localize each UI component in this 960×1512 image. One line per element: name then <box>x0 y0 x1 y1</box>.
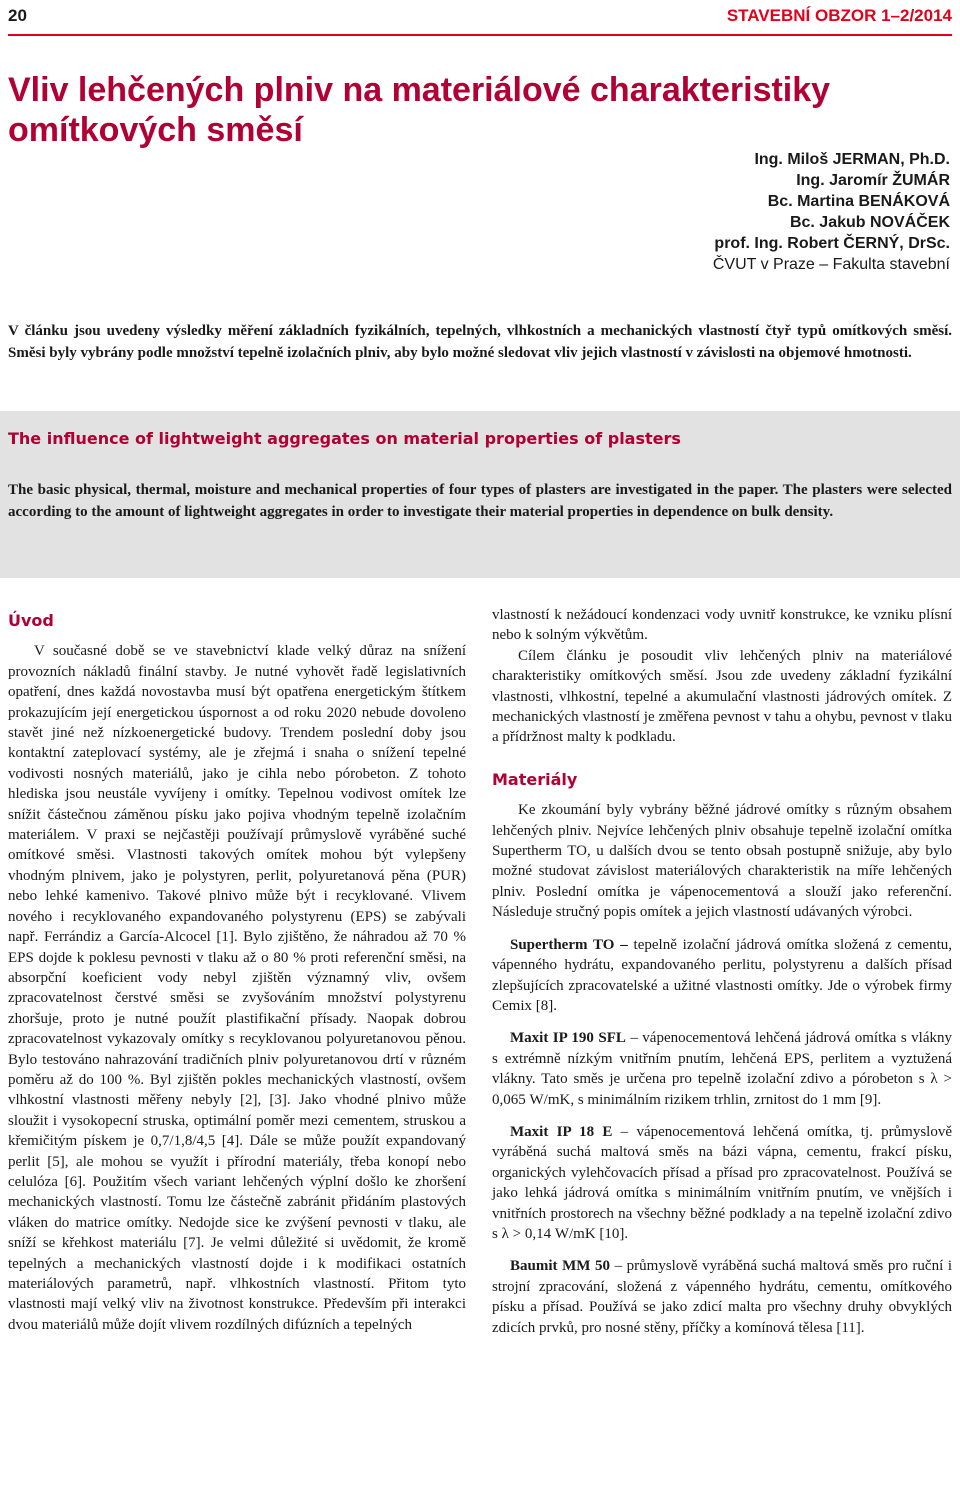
product-maxit-ip18 <box>492 1122 952 1244</box>
column-right <box>492 605 952 1338</box>
author-list <box>713 149 950 275</box>
english-abstract: The basic physical, thermal, moisture and mechanical properties of four types of plasters are investigated in the paper. The plasters were selected according to the amount of lightweight aggregates in order to investigate their material properties in dependence on bulk density. <box>8 482 952 520</box>
english-abstract-box <box>0 411 960 578</box>
section-heading-intro: Úvod <box>8 611 54 630</box>
product-name: Maxit IP 190 SFL <box>510 1030 626 1047</box>
materials-intro: Ke zkoumání byly vybrány běžné jádrové omítky s různým obsahem lehčených plniv. Nejvíce lehčených plniv obsahuje tepelně izolační omítka Supertherm TO, u dalších dvou se tento obsah postupně snižuje, aby bylo možné studovat závislost materiálových charakteristik na míře lehčených plniv. Poslední omítka je vápenocementová a slouží jako referenční. Následuje stručný popis omítek a jejich vlastností udávaných výrobci. <box>492 802 952 921</box>
author-name: prof. Ing. Robert ČERNÝ, DrSc. <box>714 235 950 252</box>
english-title: The influence of lightweight aggregates on material properties of plasters <box>8 429 681 448</box>
author-name: Bc. Martina BENÁKOVÁ <box>767 193 950 210</box>
author-name: Bc. Jakub NOVÁČEK <box>789 214 950 231</box>
abstract-czech: V článku jsou uvedeny výsledky měření základních fyzikálních, tepelných, vlhkostních a mechanických vlastností čtyř typů omítkových směsí. Směsi byly vybrány podle množství tepelně izolačních plniv, aby bylo možné sledovat vliv jejich vlastností v závislosti na objemové hmotnosti. <box>8 323 952 361</box>
product-name: Maxit IP 18 E <box>510 1123 613 1140</box>
product-name: Supertherm TO – <box>510 936 628 953</box>
page-header <box>8 6 952 36</box>
author-name: Ing. Miloš JERMAN, Ph.D. <box>754 151 950 168</box>
product-supertherm <box>492 935 952 1017</box>
author-name: Ing. Jaromír ŽUMÁR <box>796 172 950 189</box>
column-left <box>8 605 466 1335</box>
product-baumit-mm50 <box>492 1256 952 1338</box>
product-description: – průmyslově vyráběná suchá maltová směs pro ruční i strojní zpracování, složená z vápenného hydrátu, cementu, omítkového písku a přísad. Používá se jako zdicí malta pro všechny druhy obvyklých zdicích prvků, pro nosné stěny, příčky a komínová tělesa [11]. <box>492 1258 953 1336</box>
journal-name: STAVEBNÍ OBZOR 1–2/2014 <box>726 6 952 25</box>
intro-continuation: vlastností k nežádoucí kondenzaci vody uvnitř konstrukce, ke vzniku plísní nebo k solným výkvětům. <box>492 607 952 644</box>
product-description: tepelně izolační jádrová omítka složená z cementu, vápenného hydrátu, expandovaného perlitu, polystyrenu a dalších přísad zlepšujících zpracovatelské a užitné vlastnosti omítky. Jde o výrobek firmy Cemix [8]. <box>492 936 952 1014</box>
product-maxit-ip190 <box>492 1028 952 1110</box>
page-number: 20 <box>8 6 27 25</box>
product-name: Baumit MM 50 <box>510 1258 610 1275</box>
product-description: – vápenocementová lehčená omítka, tj. průmyslově vyráběná suchá maltová směs na bázi vápna, cementu, frakcí písku, organických vylehčovacích přísad a přísad pro zpracovatelnost. Používá se jako lehká jádrová omítka s minimálním vnitřním pnutím, ve vnějších i vnitřních prostorech na všechny běžné podklady a na tepelně izolační zdivo s λ > 0,14 W/mK [10]. <box>492 1123 953 1242</box>
aim-paragraph: Cílem článku je posoudit vliv lehčených plniv na materiálové charakteristiky omítkových směsí. Jsou zde uvedeny základní fyzikální vlastnosti, vlhkostní, tepelné a akumulační vlastnosti jádrových omítek. Z mechanických vlastností je změřena pevnost v tahu a ohybu, pevnost v tlaku a přídržnost malty k podkladu. <box>492 647 952 746</box>
product-description: – vápenocementová lehčená jádrová omítka s vlákny s extrémně nízkým vnitřním pnutím, lehčená EPS, perlitem a vyztužená vlákny. Tato směs je určena pro tepelně izolační zdivo a pórobeton s λ > 0,065 W/mK, s minimálním rizikem trhlin, zrnitost do 1 mm [9]. <box>492 1030 952 1108</box>
intro-paragraph: V současné době se ve stavebnictví klade velký důraz na snížení provozních nákladů finální stavby. Je nutné vyhovět řadě legislativních opatření, dnes každá novostavba musí být opatřena energetickým štítkem prokazujícím její energetickou úspornost a od roku 2020 nebude dovoleno stavět jiné než nízkoenergetické budovy. Trendem poslední doby jsou kontaktní zateplovací systémy, ale je zřejmá i snaha o snížení tepelné vodivosti nosných materiálů, jako je cihla nebo pórobeton. Z tohoto hlediska jsou neustále vyvíjeny i omítky. Tepelnou vodivost omítek lze snížit částečnou záměnou písku jako pojiva vhodným tepelně izolačním materiálem. V praxi se nejčastěji používají průmyslově vyráběné suché omítkové směsi. Vlastnosti takových omítek mohou být vylepšeny vhodným plnivem, jako je polystyren, perlit, polyuretanová pěna (PUR) nebo lehké kamenivo. Takové plnivo může být i recyklované. Vlivem nového i recyklovaného expandovaného polystyrenu (EPS) se zabývali např. Ferrándiz a García-Alcocel [1]. Bylo zjištěno, že náhradou až 70 % EPS dojde k poklesu pevnosti v tlaku až o 80 % proti referenční směsi, na absorpční koeficient vody nebyl zjištěn významný vliv, ovšem zpracovatelnost čerstvé směsi se zvyšováním množství polystyrenu zhoršuje, proto je nutné použít plastifikační přísady. Naopak dobrou zpracovatelnost vykazovaly omítky s recyklovanou polyuretanovou pěnou. Bylo testováno nahrazování tradičních plniv polyuretanovou drtí v různém poměru až do 100 %. Byl zjištěn pokles mechanických vlastností, ovšem vlhkostní vlastnosti měřeny nebyly [2], [3]. Jako vhodné plnivo může sloužit i vysokopecní struska, optimální poměr mezi cementem, struskou a křemičitým pískem je 0,7/1,8/4,5 [4]. Dále se může použít expandovaný perlit [5], ale mohou se využít i přírodní materiály, třeba konopí nebo celulóza [6]. Použitím všech variant lehčených výplní došlo ke zhoršení mechanických vlastností. Tomu lze částečně zabránit přidáním plastových vláken do matrice omítky. Nedojde sice ke zvýšení pevnosti v tlaku, ale sníží se křehkost materiálu [7]. Je velmi důležité si uvědomit, že kromě tepelných a mechanických vlastností dojde i k modifikaci ostatních materiálových parametrů, např. vlhkostních vlastností. Přitom tyto vlastnosti mají velký vliv na životnost konstrukce. Především při interakci dvou materiálů může dojít vlivem rozdílných difúzních a tepelných <box>8 643 466 1333</box>
section-heading-materials: Materiály <box>492 769 578 789</box>
affiliation: ČVUT v Praze – Fakulta stavební <box>712 256 950 273</box>
article-title: Vliv lehčených plniv na materiálové charakteristiky omítkových směsí <box>8 71 831 149</box>
